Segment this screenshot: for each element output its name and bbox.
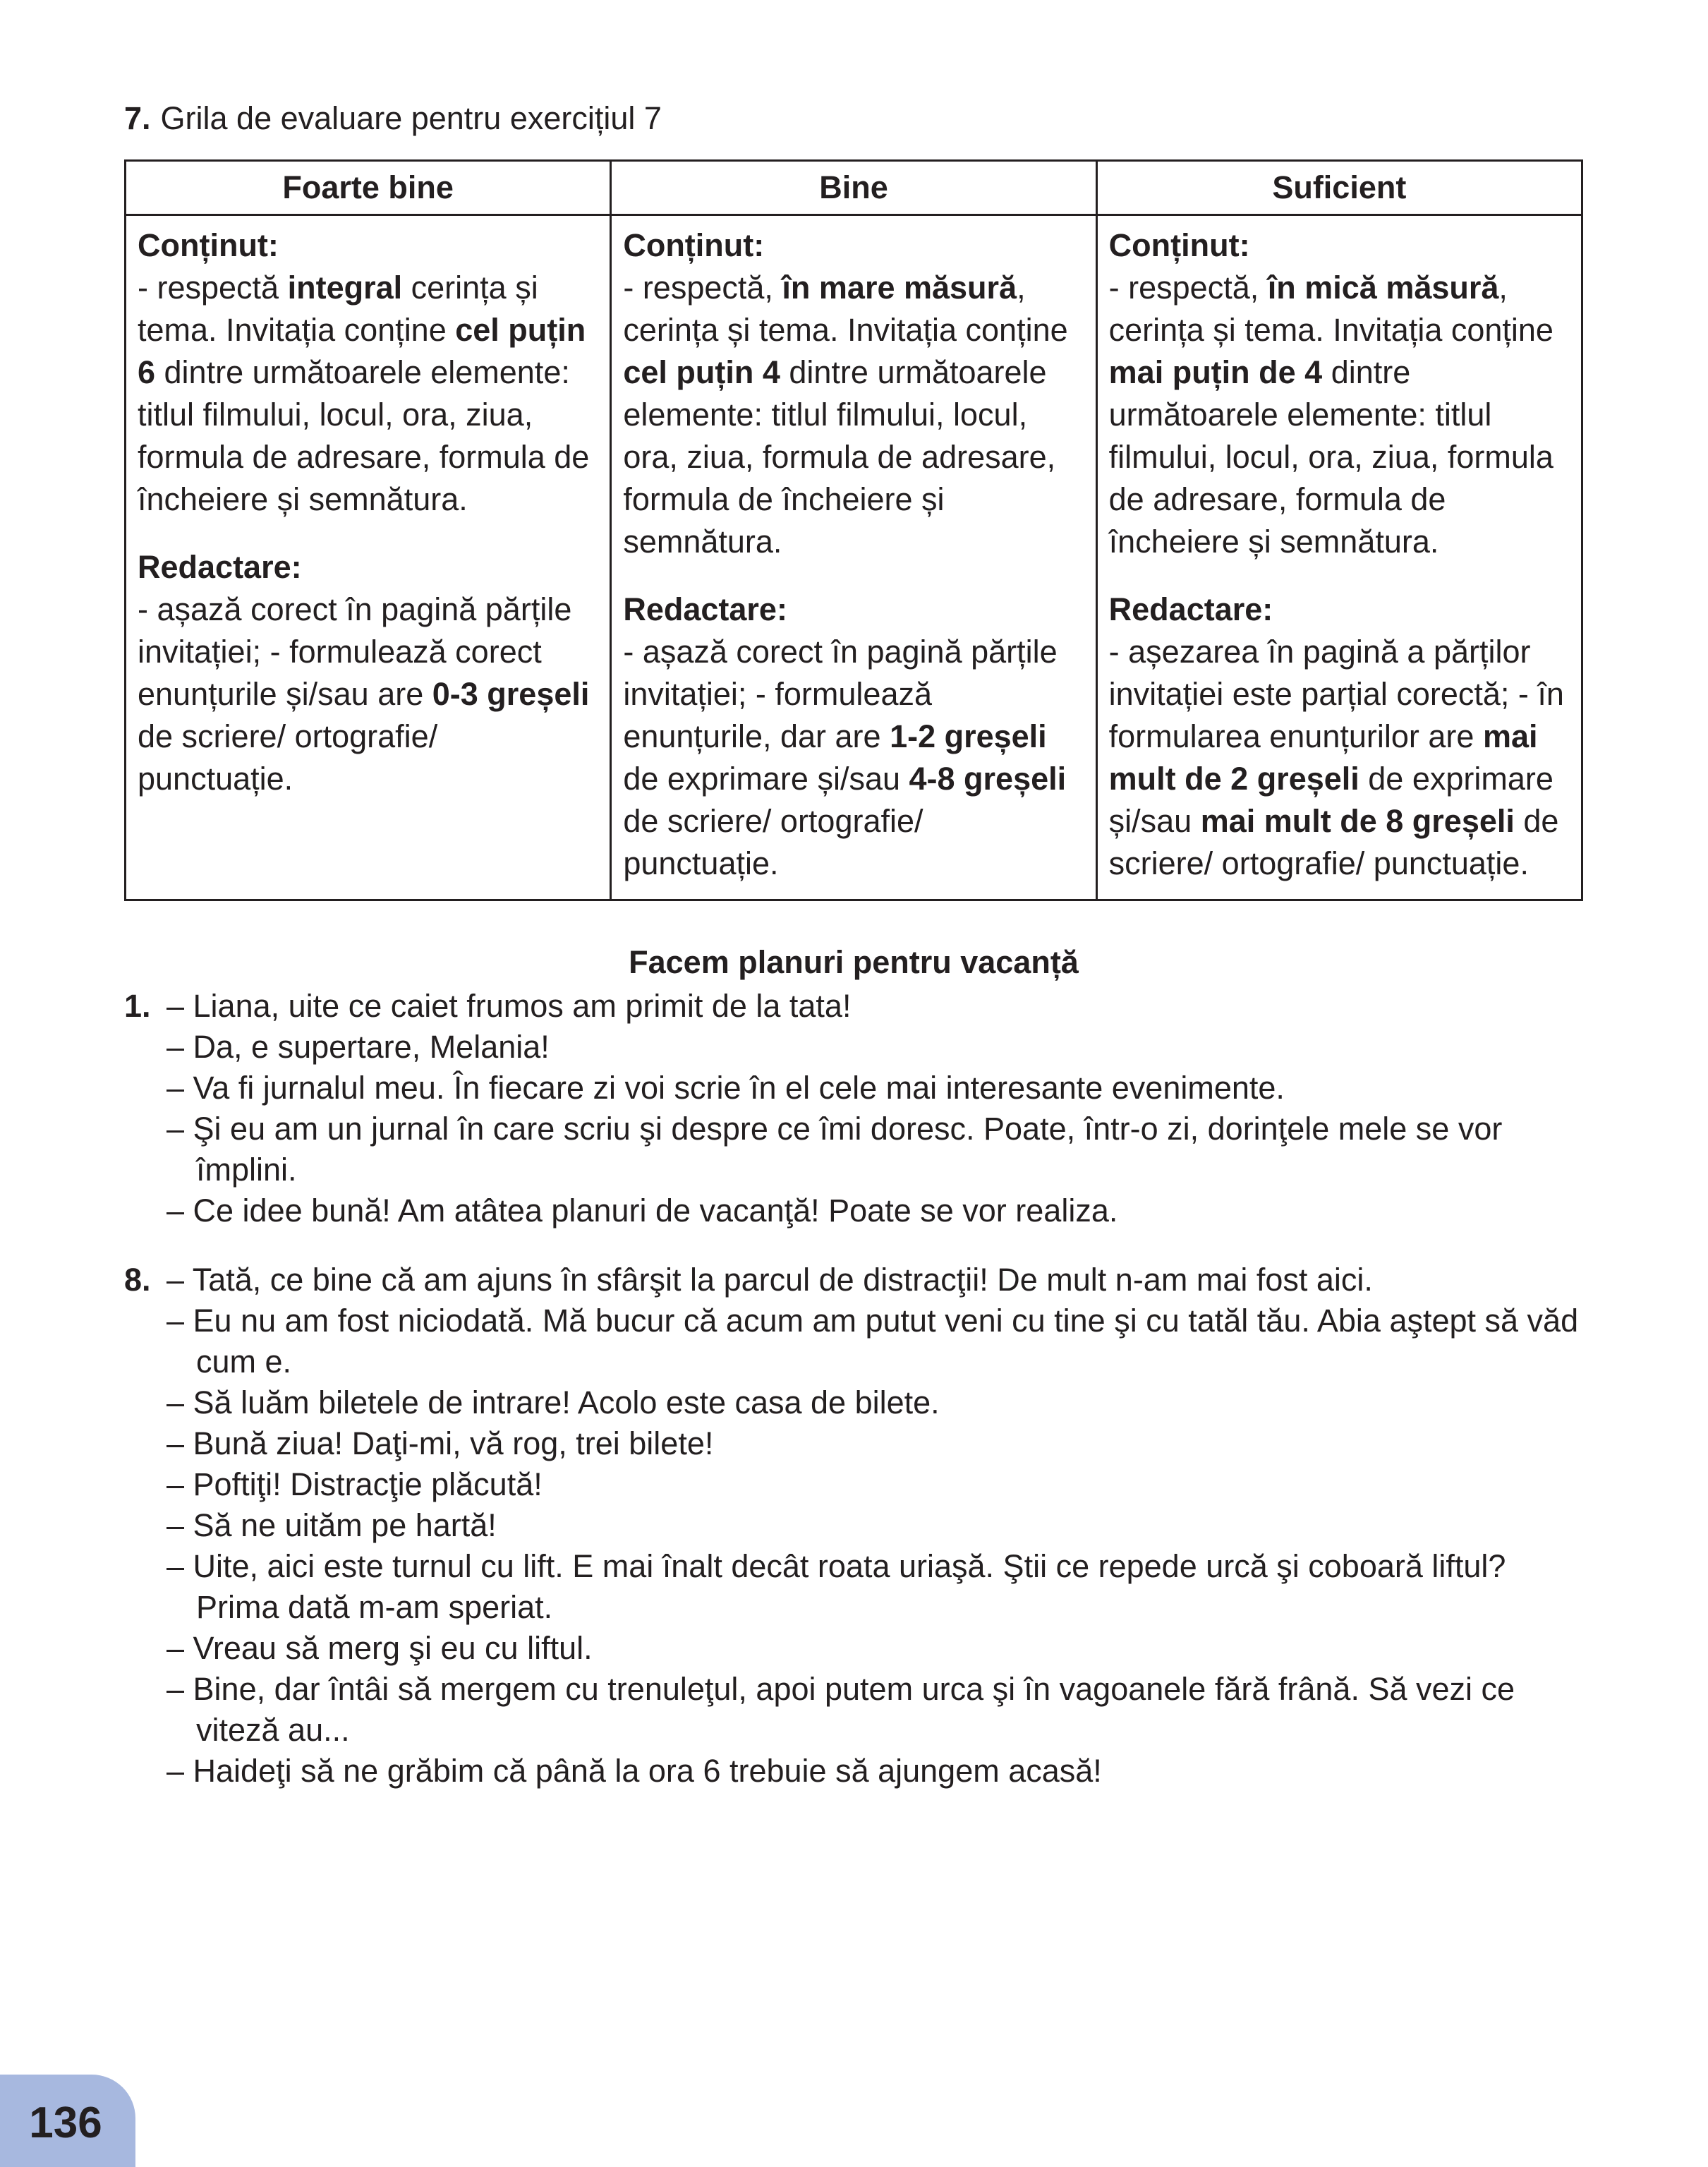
story-title: Facem planuri pentru vacanță	[629, 944, 1079, 980]
content-section	[1109, 224, 1570, 563]
exercise-title: Grila de evaluare pentru exercițiul 7	[160, 100, 662, 136]
exercise-number: 7.	[124, 100, 151, 136]
page-number: 136	[29, 2099, 102, 2147]
bold-emphasis: integral	[287, 270, 403, 306]
header-foarte-bine: Foarte bine	[126, 161, 611, 215]
content-text: - respectă integral cerința și tema. Invitația conține cel puțin 6 dintre următoarele elemente: titlul filmului, locul, ora, ziua, formula de adresare, formula de încheiere și semnătura.	[138, 270, 590, 517]
dialog-line: – Eu nu am fost niciodată. Mă bucur că acum am putut veni cu tine şi cu tatăl tău. Abia aştept să văd cum e.	[166, 1303, 1579, 1380]
content-title: Conținut:	[1108, 227, 1250, 263]
dialog-number: 1.	[124, 988, 151, 1024]
bold-emphasis: mai puțin de 4	[1108, 354, 1323, 390]
cell-suficient	[1096, 215, 1582, 900]
bold-emphasis: 0-3 greșeli	[432, 676, 590, 712]
bold-emphasis: 1-2 greșeli	[890, 718, 1047, 754]
dialog-line: – Poftiţi! Distracţie plăcută!	[166, 1466, 543, 1502]
page-content	[124, 99, 1583, 1820]
dialog-line: – Să luăm biletele de intrare! Acolo este casa de bilete.	[166, 1384, 940, 1420]
bold-emphasis: în mică măsură	[1267, 270, 1499, 306]
header-suficient: Suficient	[1096, 161, 1582, 215]
content-title: Conținut:	[138, 227, 279, 263]
redactare-text: - așază corect în pagină părțile invitației; - formulează enunțurile, dar are 1-2 greșeli de exprimare și/sau 4-8 greșeli de scriere/ ortografie/ punctuație.	[623, 634, 1067, 881]
table-header-row	[126, 161, 1582, 215]
redactare-section	[1109, 588, 1570, 885]
dialog-line: – Ce idee bună! Am atâtea planuri de vacanţă! Poate se vor realiza.	[166, 1193, 1118, 1229]
dialog-1	[124, 986, 1583, 1231]
evaluation-table	[124, 159, 1583, 901]
dialog-line: – Bine, dar întâi să mergem cu trenuleţul, apoi putem urca şi în vagoanele fără frână. Să vezi ce viteză au...	[166, 1671, 1515, 1748]
dialog-line: – Uite, aici este turnul cu lift. E mai înalt decât roata uriaşă. Ştii ce repede urcă şi coboară liftul? Prima dată m-am speriat.	[166, 1548, 1506, 1625]
content-title: Conținut:	[623, 227, 765, 263]
dialog-line: – Da, e supertare, Melania!	[166, 1029, 550, 1065]
bold-emphasis: cel puțin 6	[138, 312, 586, 390]
dialog-line: – Şi eu am un jurnal în care scriu şi despre ce îmi doresc. Poate, într-o zi, dorinţele mele se vor împlini.	[166, 1111, 1503, 1188]
table-row	[126, 215, 1582, 900]
dialog-line: 8. – Tată, ce bine că am ajuns în sfârşit la parcul de distracţii! De mult n-am mai fost aici.	[124, 1260, 1583, 1300]
exercise-heading	[124, 99, 1583, 138]
bold-emphasis: cel puțin 4	[623, 354, 780, 390]
bold-emphasis: 4-8 greșeli	[909, 761, 1067, 797]
cell-foarte-bine	[126, 215, 611, 900]
redactare-section	[138, 546, 598, 800]
bold-emphasis: mai mult de 2 greșeli	[1108, 718, 1538, 797]
content-section	[623, 224, 1084, 563]
dialog-number: 8.	[124, 1262, 151, 1298]
bold-emphasis: mai mult de 8 greșeli	[1200, 803, 1515, 839]
redactare-title: Redactare:	[138, 549, 302, 585]
dialog-line: – Vreau să merg şi eu cu liftul.	[166, 1630, 593, 1666]
redactare-text: - așezarea în pagină a părților invitației este parțial corectă; - în formularea enunțurilor are mai mult de 2 greșeli de exprimare și/sau mai mult de 8 greșeli de scriere/ ortografie/ punctuație.	[1108, 634, 1564, 881]
dialog-line: – Bună ziua! Daţi-mi, vă rog, trei bilete!	[166, 1425, 714, 1461]
redactare-title: Redactare:	[623, 591, 787, 627]
redactare-section	[623, 588, 1084, 885]
redactare-title: Redactare:	[1108, 591, 1273, 627]
cell-bine	[611, 215, 1096, 900]
header-bine: Bine	[611, 161, 1096, 215]
dialog-line: – Să ne uităm pe hartă!	[166, 1507, 497, 1543]
dialog-line: – Va fi jurnalul meu. În fiecare zi voi scrie în el cele mai interesante evenimente.	[166, 1070, 1285, 1106]
dialog-8	[124, 1260, 1583, 1792]
redactare-text: - așază corect în pagină părțile invitației; - formulează corect enunțurile și/sau are 0-3 greșeli de scriere/ ortografie/ punctuație.	[138, 591, 590, 797]
content-text: - respectă, în mare măsură, cerința și tema. Invitația conține cel puțin 4 dintre următoarele elemente: titlul filmului, locul, ora, ziua, formula de adresare, formula de încheiere și semnătura.	[623, 270, 1068, 560]
content-section	[138, 224, 598, 521]
bold-emphasis: în mare măsură	[782, 270, 1017, 306]
page-number-badge	[0, 2075, 135, 2167]
content-text: - respectă, în mică măsură, cerința și tema. Invitația conține mai puțin de 4 dintre următoarele elemente: titlul filmului, locul, ora, ziua, formula de adresare, formula de încheiere și semnătura.	[1108, 270, 1553, 560]
dialog-line: – Haideţi să ne grăbim că până la ora 6 trebuie să ajungem acasă!	[166, 1753, 1102, 1789]
dialog-line: 1. – Liana, uite ce caiet frumos am primit de la tata!	[124, 986, 1583, 1027]
